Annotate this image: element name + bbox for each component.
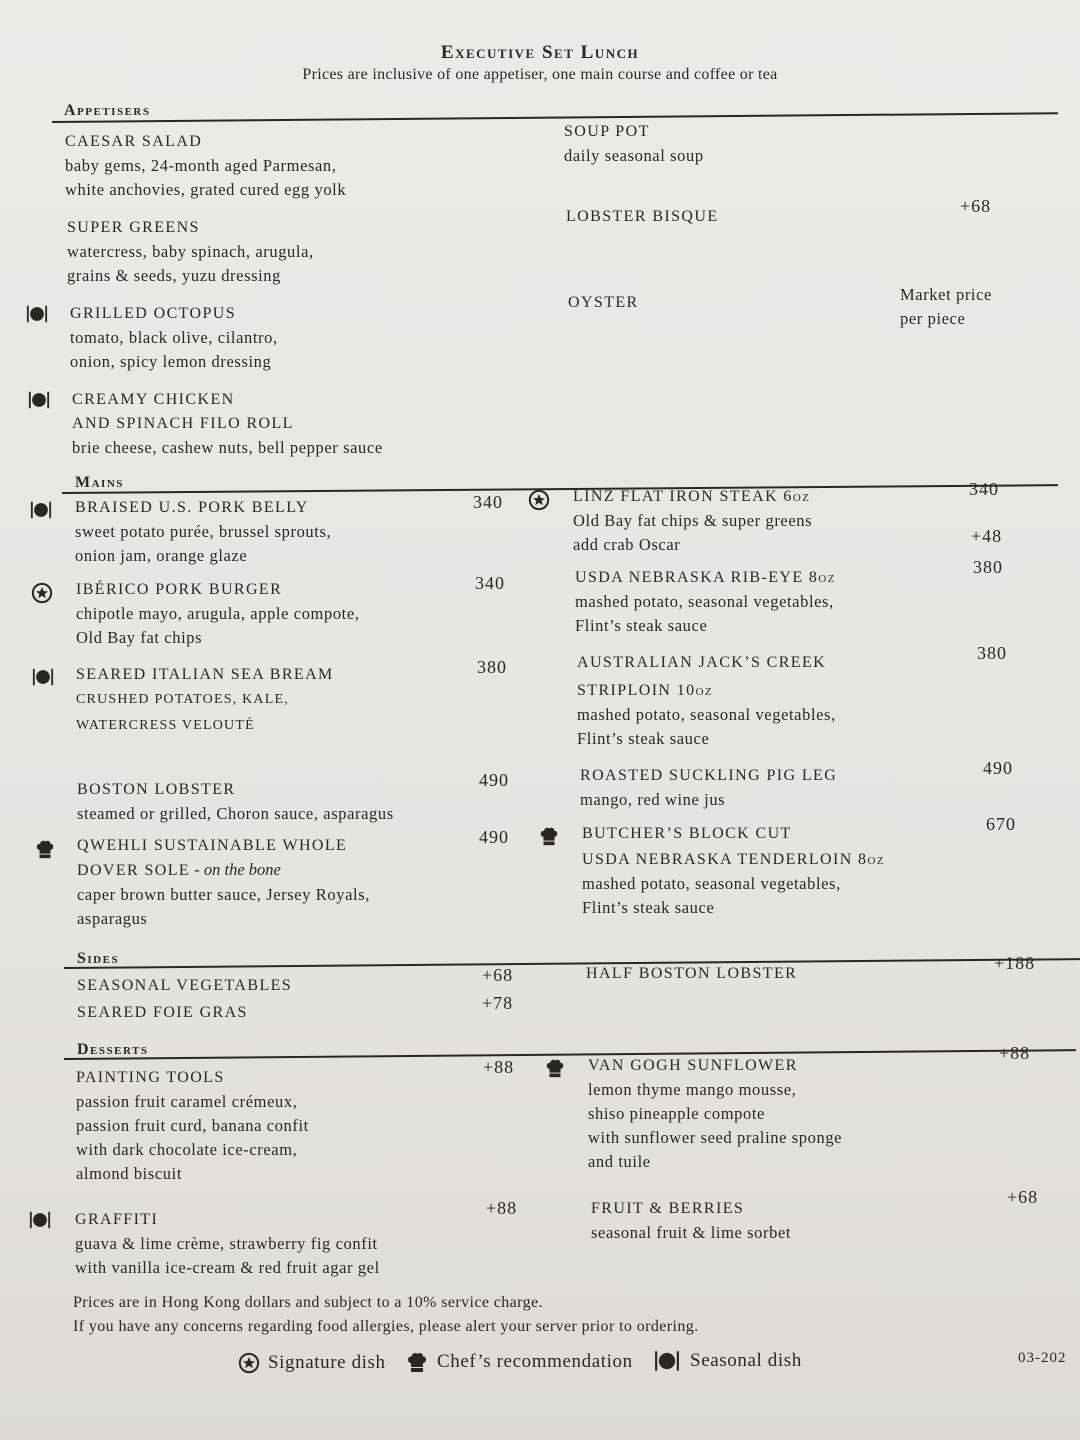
item-desc: chipotle mayo, arugula, apple compote, [76,604,360,623]
item-desc: guava & lime crème, strawberry fig confit [75,1234,378,1253]
item-desc: CRUSHED POTATOES, KALE, [76,692,289,707]
chef-hat-icon [34,838,56,860]
item-name: AUSTRALIAN JACK’S CREEK [577,654,827,671]
plate-cutlery-icon [32,666,54,688]
item-desc: shiso pineapple compote [588,1104,765,1123]
item-desc: lemon thyme mango mousse, [588,1080,797,1099]
item-desc: brie cheese, cashew nuts, bell pepper sauce [72,438,383,457]
appetiser-grilled-octopus [70,302,278,374]
price-van-gogh-sunflower: +88 [999,1043,1031,1063]
item-name: SOUP POT [564,123,650,140]
footer-allergy-note: If you have any concerns regarding food allergies, please alert your server prior to ordering. [73,1318,699,1335]
menu-version-code: 03-202 [1018,1350,1067,1366]
item-desc: mango, red wine jus [580,790,726,809]
item-desc: mashed potato, seasonal vegetables, [575,592,834,611]
item-desc: sweet potato purée, brussel sprouts, [75,522,332,541]
item-desc: Old Bay fat chips & super greens [573,511,813,530]
appetiser-soup-pot [564,120,704,168]
price-half-boston-lobster: +188 [994,953,1036,973]
item-desc: passion fruit caramel crémeux, [76,1092,298,1111]
item-name: CAESAR SALAD [65,133,203,150]
desserts-divider [64,1049,1076,1059]
price-dover-sole: 490 [479,827,509,847]
item-name: STRIPLOIN 10oz [577,682,714,699]
item-name: GRAFFITI [75,1211,159,1228]
item-desc: mashed potato, seasonal vegetables, [577,705,836,724]
appetiser-caesar-salad [65,130,346,202]
item-name: BRAISED U.S. PORK BELLY [75,499,309,516]
item-name: QWEHLI SUSTAINABLE WHOLE [77,837,348,854]
item-name: PAINTING TOOLS [76,1069,225,1086]
item-desc: Flint’s steak sauce [582,898,715,917]
price-foie-gras: +78 [482,993,514,1013]
item-name: LOBSTER BISQUE [566,208,719,225]
item-desc: and tuile [588,1152,651,1171]
item-desc: with dark chocolate ice-cream, [76,1140,298,1159]
appetiser-super-greens [67,216,314,288]
chef-hat-icon [544,1057,566,1079]
item-desc: Old Bay fat chips [76,628,203,647]
legend-seasonal-label: Seasonal dish [690,1350,802,1371]
item-desc: caper brown butter sauce, Jersey Royals, [77,885,370,904]
main-striploin [577,651,836,751]
item-desc: steamed or grilled, Choron sauce, asparagus [77,804,394,823]
item-name: BUTCHER’S BLOCK CUT [582,825,792,842]
main-braised-pork-belly [75,496,331,568]
item-name: AND SPINACH FILO ROLL [72,415,294,432]
legend-signature [238,1352,386,1374]
item-name: BOSTON LOBSTER [77,781,236,798]
star-circle-icon [31,582,53,604]
item-name: VAN GOGH SUNFLOWER [588,1057,798,1074]
price-butchers-block: 670 [986,814,1016,834]
item-desc: watercress, baby spinach, arugula, [67,242,314,261]
item-desc: add crab Oscar [573,535,681,554]
footer-price-note: Prices are in Hong Kong dollars and subject to a 10% service charge. [73,1294,543,1311]
price-flat-iron: 340 [969,479,999,499]
main-boston-lobster [77,778,394,826]
appetisers-divider [52,112,1058,122]
star-circle-icon [528,489,550,511]
price-crab-oscar: +48 [971,526,1003,546]
main-seared-sea-bream [76,663,334,739]
item-desc: with sunflower seed praline sponge [588,1128,843,1147]
sides-divider [64,958,1080,968]
item-desc: onion, spicy lemon dressing [70,352,272,371]
main-dover-sole [77,834,370,931]
item-desc: baby gems, 24-month aged Parmesan, [65,156,337,175]
price-painting-tools: +88 [483,1057,515,1077]
dessert-fruit-and-berries [591,1197,791,1245]
price-fruit-and-berries: +68 [1007,1187,1039,1207]
item-desc: onion jam, orange glaze [75,546,248,565]
menu-title: Executive Set Lunch [440,42,640,63]
item-name: HALF BOSTON LOBSTER [586,965,798,982]
plate-cutlery-icon [29,1209,51,1231]
price-striploin: 380 [977,643,1007,663]
section-sides-heading: Sides [77,950,120,967]
item-name: USDA NEBRASKA TENDERLOIN 8oz [582,851,885,868]
item-desc: Flint’s steak sauce [577,729,710,748]
chef-hat-icon [405,1350,429,1374]
item-name: DOVER SOLE [77,862,191,879]
item-desc: with vanilla ice-cream & red fruit agar gel [75,1258,380,1277]
main-iberico-pork-burger [76,578,360,650]
item-desc: almond biscuit [76,1164,183,1183]
item-desc: WATERCRESS VELOUTÉ [76,718,255,733]
appetiser-oyster [568,291,639,315]
side-seared-foie-gras [77,1001,248,1025]
item-name: OYSTER [568,294,639,311]
main-rib-eye [575,566,836,638]
item-name-detail: on the bone [203,860,281,879]
main-butchers-block-cut [582,822,885,920]
item-desc: daily seasonal soup [564,146,704,165]
plate-cutlery-icon [28,389,50,411]
legend-signature-label: Signature dish [268,1352,386,1373]
item-name-dash: - [190,860,204,879]
item-name: CREAMY CHICKEN [72,391,235,408]
mains-divider [62,484,1058,493]
item-desc: white anchovies, grated cured egg yolk [65,180,347,199]
legend-seasonal [652,1348,802,1374]
price-line: per piece [900,309,966,328]
item-desc: passion fruit curd, banana confit [76,1116,309,1135]
price-oyster [900,283,992,331]
main-suckling-pig-leg [580,764,837,812]
dessert-painting-tools [76,1066,309,1186]
chef-hat-icon [538,825,560,847]
price-line: Market price [900,285,992,304]
price-graffiti: +88 [486,1198,518,1218]
price-seasonal-vegetables: +68 [482,965,514,985]
price-rib-eye: 380 [973,557,1003,577]
item-desc: mashed potato, seasonal vegetables, [582,874,841,893]
appetiser-creamy-chicken [72,388,383,460]
item-name: GRILLED OCTOPUS [70,305,237,322]
item-name: USDA NEBRASKA RIB-EYE 8oz [575,569,836,586]
price-iberico-burger: 340 [475,573,505,593]
item-desc: tomato, black olive, cilantro, [70,328,278,347]
side-seasonal-vegetables [77,974,292,998]
item-name: IBÉRICO PORK BURGER [76,581,283,598]
item-name: FRUIT & BERRIES [591,1200,745,1217]
appetiser-lobster-bisque [566,205,719,229]
item-name: LINZ FLAT IRON STEAK 6oz [573,488,811,505]
legend-chef-label: Chef’s recommendation [437,1351,633,1372]
price-pork-belly: 340 [473,492,503,512]
item-desc: seasonal fruit & lime sorbet [591,1223,792,1242]
dessert-graffiti [75,1208,380,1280]
price-boston-lobster: 490 [479,770,509,790]
price-pig-leg: 490 [983,758,1013,778]
item-desc: asparagus [77,909,148,928]
star-circle-icon [238,1352,260,1374]
footer-notes [73,1292,699,1338]
item-name: SEARED ITALIAN SEA BREAM [76,666,334,683]
item-name: SUPER GREENS [67,219,200,236]
item-name: SEARED FOIE GRAS [77,1004,248,1021]
plate-cutlery-icon [26,303,48,325]
section-appetisers-heading: Appetisers [64,102,151,119]
main-flat-iron-steak [573,485,812,557]
item-name: SEASONAL VEGETABLES [77,977,293,994]
legend-chef [405,1350,633,1374]
menu-subtitle: Prices are inclusive of one appetiser, one main course and coffee or tea [302,66,778,83]
section-mains-heading: Mains [75,474,124,491]
icon-legend [238,1348,816,1380]
price-sea-bream: 380 [477,657,507,677]
item-desc: Flint’s steak sauce [575,616,708,635]
item-name: ROASTED SUCKLING PIG LEG [580,767,838,784]
plate-cutlery-icon [652,1348,682,1374]
dessert-van-gogh-sunflower [588,1054,842,1174]
side-half-boston-lobster [586,962,797,986]
price-lobster-bisque: +68 [960,196,992,216]
section-desserts-heading: Desserts [77,1041,149,1058]
item-desc: grains & seeds, yuzu dressing [67,266,281,285]
plate-cutlery-icon [30,499,52,521]
